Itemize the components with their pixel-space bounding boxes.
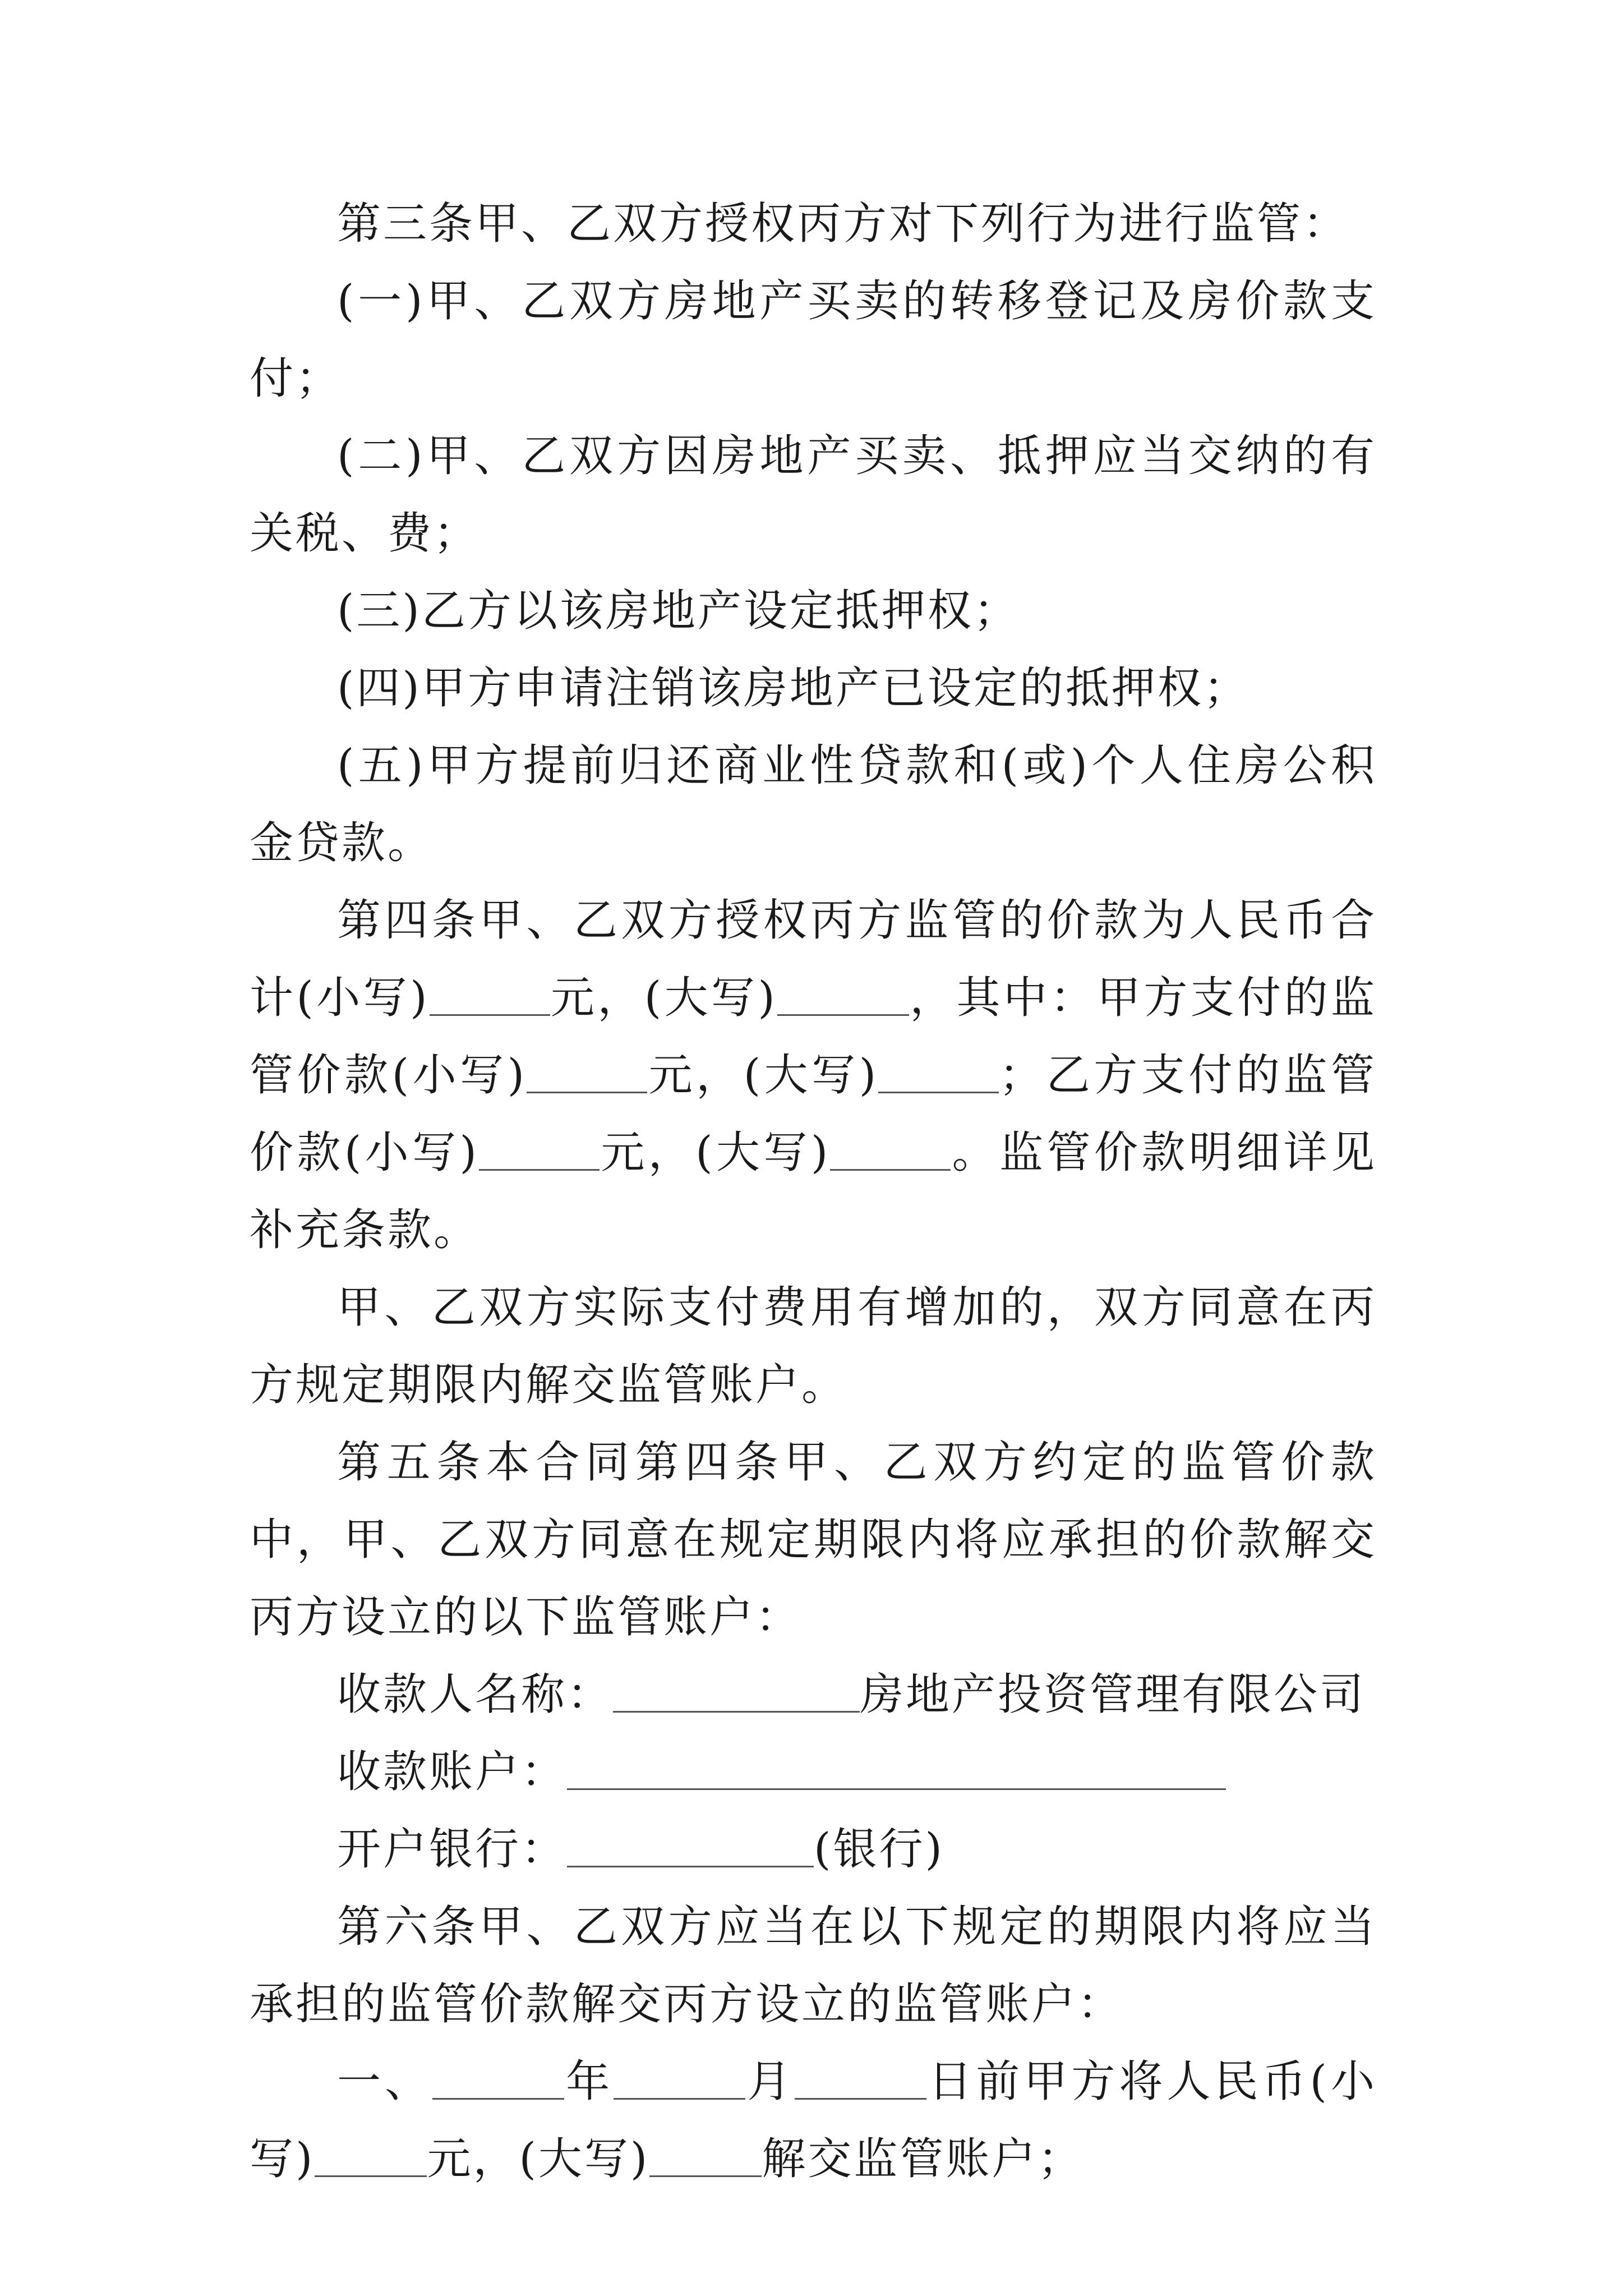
article-4-text-e: ；乙方支付的监管价款(小写) bbox=[250, 1050, 1377, 1178]
item-1-upper-label: (大写) bbox=[519, 2134, 650, 2184]
article-3-item-1: (一)甲、乙双方房地产买卖的转移登记及房价款支付； bbox=[250, 276, 1377, 404]
payee-label: 收款人名称： bbox=[337, 1669, 614, 1720]
party-b-amount-upper-blank bbox=[830, 1128, 951, 1171]
article-4-text-b: 元，(大写) bbox=[550, 973, 777, 1023]
item-1-yuan: 元， bbox=[427, 2134, 519, 2184]
item-1-end: 解交监管账户； bbox=[762, 2134, 1084, 2184]
article-4-text-g: 。监管价款明细详见补充条款。 bbox=[250, 1128, 1377, 1255]
month-blank bbox=[614, 2056, 745, 2100]
total-amount-lower-blank bbox=[430, 973, 550, 1016]
party-b-amount-lower-blank bbox=[479, 1128, 600, 1171]
contract-text bbox=[250, 185, 1377, 2198]
account-label: 收款账户： bbox=[337, 1747, 568, 1797]
bank-label: 开户银行： bbox=[337, 1824, 568, 1875]
payee-line bbox=[250, 1656, 1377, 1733]
party-a-amount-upper-blank bbox=[878, 1050, 999, 1093]
bank-blank bbox=[567, 1824, 814, 1867]
article-3-item-3: (三)乙方以该房地产设定抵押权； bbox=[337, 586, 1020, 636]
total-amount-upper-blank bbox=[777, 973, 909, 1016]
article-4-text-a: 第四条甲、乙双方授权丙方监管的价款为人民币合计(小写) bbox=[250, 895, 1377, 1023]
account-blank bbox=[567, 1747, 1226, 1790]
account-line bbox=[250, 1733, 1377, 1811]
year-blank bbox=[432, 2056, 564, 2100]
bank-line bbox=[250, 1811, 1377, 1888]
article-4-text-d: 元，(大写) bbox=[647, 1050, 879, 1101]
day-label: 日前甲方将人民币(小写) bbox=[250, 2056, 1377, 2184]
month-label: 月 bbox=[745, 2056, 795, 2107]
article-4-text-c: ，其中：甲方支付的监管价款(小写) bbox=[250, 973, 1377, 1101]
bank-suffix: (银行) bbox=[814, 1824, 944, 1875]
article-6-paragraph: 第六条甲、乙双方应当在以下规定的期限内将应当承担的监管价款解交丙方设立的监管账户： bbox=[250, 1902, 1377, 2030]
article-4-paragraph bbox=[250, 882, 1377, 1269]
article-3-title: 第三条甲、乙双方授权丙方对下列行为进行监管： bbox=[337, 199, 1349, 249]
article-5-paragraph: 第五条本合同第四条甲、乙双方约定的监管价款中，甲、乙双方同意在规定期限内将应承担的价款解交丙方设立的以下监管账户： bbox=[250, 1437, 1377, 1642]
party-a-amount-lower-blank bbox=[527, 1050, 647, 1093]
item-1-amount-upper-blank bbox=[649, 2134, 762, 2177]
year-label: 年 bbox=[564, 2056, 614, 2107]
article-3-item-2: (二)甲、乙双方因房地产买卖、抵押应当交纳的有关税、费； bbox=[250, 431, 1377, 559]
article-3-item-4: (四)甲方申请注销该房地产已设定的抵押权； bbox=[337, 663, 1249, 714]
article-4-text-f: 元，(大写) bbox=[599, 1128, 831, 1178]
payee-blank bbox=[613, 1669, 860, 1713]
article-4-paragraph-2: 甲、乙双方实际支付费用有增加的，双方同意在丙方规定期限内解交监管账户。 bbox=[250, 1282, 1377, 1410]
article-6-item-1-prefix: 一、 bbox=[337, 2056, 433, 2107]
article-6-item-1 bbox=[250, 2043, 1377, 2198]
item-1-amount-lower-blank bbox=[315, 2134, 427, 2177]
article-3-item-5: (五)甲方提前归还商业性贷款和(或)个人住房公积金贷款。 bbox=[250, 740, 1377, 868]
payee-suffix: 房地产投资管理有限公司 bbox=[860, 1669, 1366, 1720]
day-blank bbox=[795, 2056, 926, 2100]
